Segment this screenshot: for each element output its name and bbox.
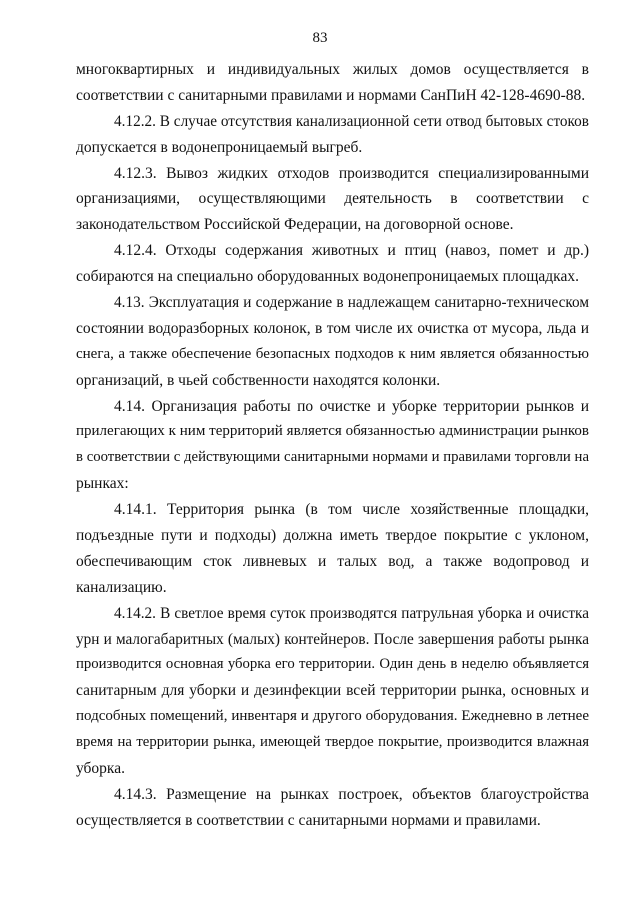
text-line: время на территории рынка, имеющей твердое покрытие, производится влажная <box>76 734 589 751</box>
text-line: в соответствии с действующими санитарными нормами и правилами торговли на <box>76 449 589 466</box>
text-line: уборка. <box>76 760 125 778</box>
text-line: 4.14.1. Территория рынка (в том числе хозяйственные площадки, <box>114 501 589 519</box>
text-line: канализацию. <box>76 578 167 596</box>
text-line: снега, а также обеспечение безопасных подходов к ним является обязанностью <box>76 345 589 362</box>
text-line: состоянии водоразборных колонок, в том числе их очистка от мусора, льда и <box>76 319 589 337</box>
text-line: обеспечивающим сток ливневых и талых вод, а также водопровод и <box>76 552 589 570</box>
text-line: допускается в водонепроницаемый выгреб. <box>76 138 363 156</box>
text-line: 4.12.4. Отходы содержания животных и птиц (навоз, помет и др.) <box>114 242 589 260</box>
text-line: организаций, в чьей собственности находятся колонки. <box>76 371 441 389</box>
text-line: рынках: <box>76 475 129 493</box>
text-line: законодательством Российской Федерации, на договорной основе. <box>76 216 514 234</box>
text-line: 4.12.3. Вывоз жидких отходов производится специализированными <box>114 164 589 182</box>
text-line: подъездные пути и подходы) должна иметь твердое покрытие с уклоном, <box>76 527 589 545</box>
text-line: осуществляется в соответствии с санитарными нормами и правилами. <box>76 811 541 829</box>
text-line: подсобных помещений, инвентаря и другого оборудования. Ежедневно в летнее <box>76 708 589 725</box>
text-line: производится основная уборка его территории. Один день в неделю объявляется <box>76 656 589 673</box>
text-line: санитарным для уборки и дезинфекции всей территории рынка, основных и <box>76 682 589 700</box>
document-body <box>76 57 589 834</box>
text-line: соответствии с санитарными правилами и нормами СанПиН 42-128-4690-88. <box>76 86 586 104</box>
text-line: 4.13. Эксплуатация и содержание в надлежащем санитарно-техническом <box>114 294 589 312</box>
text-line: организациями, осуществляющими деятельность в соответствии с <box>76 190 589 208</box>
text-line: 4.14.2. В светлое время суток производятся патрульная уборка и очистка <box>114 604 589 622</box>
text-line: собираются на специально оборудованных водонепроницаемых площадках. <box>76 268 579 286</box>
text-line: многоквартирных и индивидуальных жилых домов осуществляется в <box>76 61 589 78</box>
text-line: 4.14. Организация работы по очистке и уборке территории рынков и <box>114 397 589 415</box>
text-line: прилегающих к ним территорий является обязанностью администрации рынков <box>76 423 589 440</box>
text-line: 4.12.2. В случае отсутствия канализационной сети отвод бытовых стоков <box>114 112 589 130</box>
text-line: урн и малогабаритных (малых) контейнеров. После завершения работы рынка <box>76 630 589 648</box>
text-line: 4.14.3. Размещение на рынках построек, объектов благоустройства <box>114 785 589 803</box>
page-number: 83 <box>312 30 328 46</box>
